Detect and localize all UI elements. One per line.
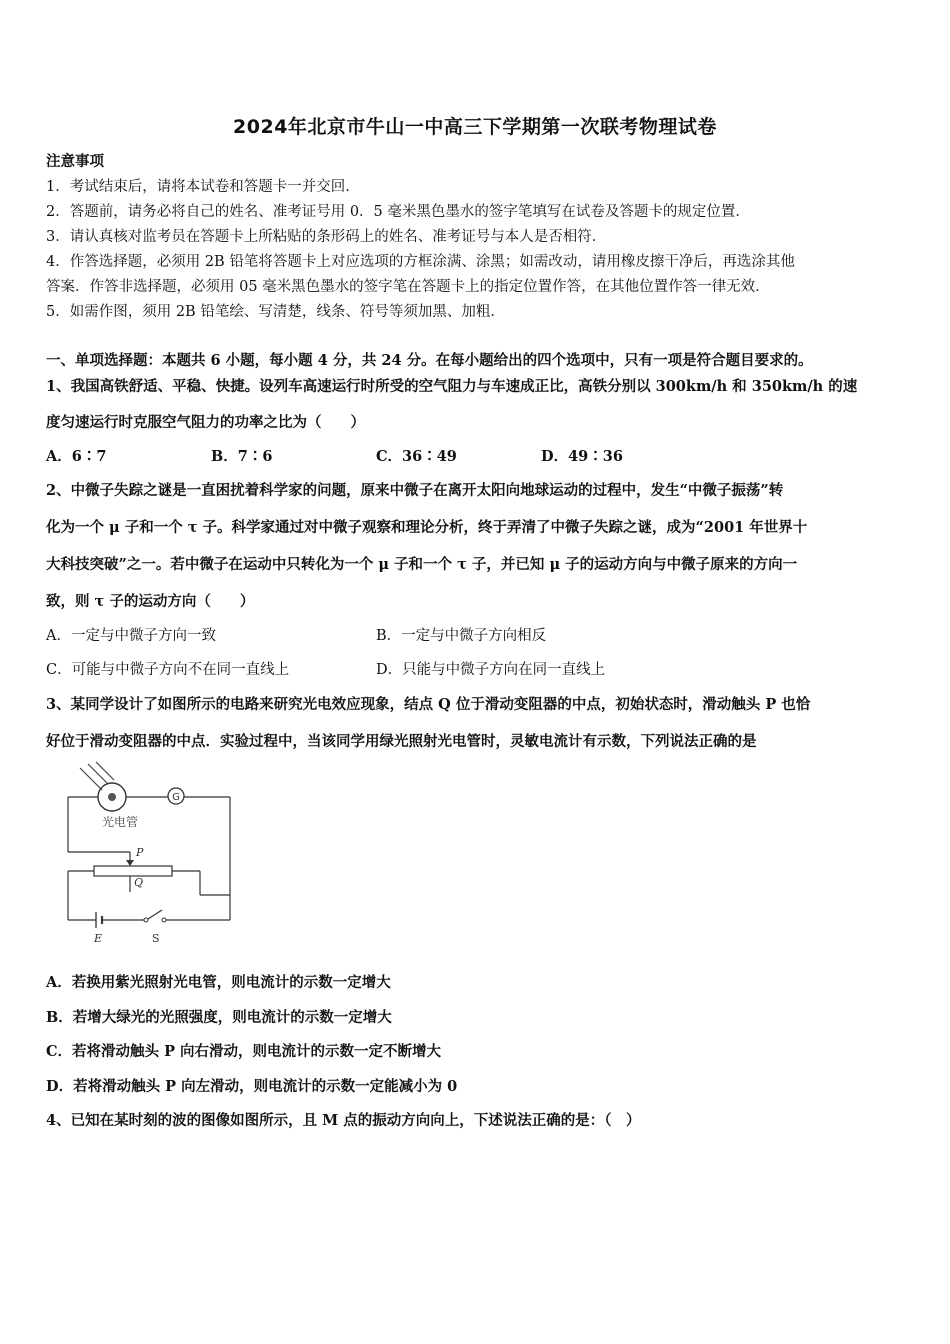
circuit-diagram bbox=[60, 760, 240, 950]
notice-item: 2．答题前，请务必将自己的姓名、准考证号用 0．5 毫米黑色墨水的签字笔填写在试卷及答题卡的规定位置． bbox=[46, 204, 750, 220]
q3-option-a: A．若换用紫光照射光电管，则电流计的示数一定增大 bbox=[46, 974, 391, 991]
q1-stem: 1、我国高铁舒适、平稳、快捷。设列车高速运行时所受的空气阻力与车速成正比，高铁分别以 300km/h 和 350km/h 的速 bbox=[46, 378, 858, 395]
notice-item: 4．作答选择题，必须用 2B 铅笔将答题卡上对应选项的方框涂满、涂黑；如需改动，请用橡皮擦干净后，再选涂其他 bbox=[46, 254, 795, 270]
page-title: 2024年北京市牛山一中高三下学期第一次联考物理试卷 bbox=[233, 116, 717, 138]
q1-option-b: B．7∶6 bbox=[211, 448, 273, 465]
q1-option-d: D．49∶36 bbox=[541, 448, 623, 465]
q4-stem: 4、已知在某时刻的波的图像如图所示，且 M 点的振动方向向上，下述说法正确的是：（ ） bbox=[46, 1112, 641, 1129]
q3-option-c: C．若将滑动触头 P 向右滑动，则电流计的示数一定不断增大 bbox=[46, 1043, 442, 1060]
tube-label: 光电管 bbox=[102, 815, 139, 829]
q2-stem: 2、中微子失踪之谜是一直困扰着科学家的问题，原来中微子在离开太阳向地球运动的过程中，发生“中微子振荡”转 bbox=[46, 482, 784, 499]
s-label: S bbox=[152, 932, 160, 945]
notice-item: 5．如需作图，须用 2B 铅笔绘、写清楚，线条、符号等须加黑、加粗． bbox=[46, 304, 505, 320]
notice-item: 1．考试结束后，请将本试卷和答题卡一并交回． bbox=[46, 179, 360, 195]
q2-option-d: D．只能与中微子方向在同一直线上 bbox=[376, 662, 606, 678]
q3-option-d: D．若将滑动触头 P 向左滑动，则电流计的示数一定能减小为 0 bbox=[46, 1078, 458, 1095]
e-label: E bbox=[94, 932, 103, 945]
q2-option-b: B．一定与中微子方向相反 bbox=[376, 628, 547, 644]
q1-stem: 度匀速运行时克服空气阻力的功率之比为（ ） bbox=[46, 414, 365, 431]
notice-heading: 注意事项 bbox=[46, 153, 104, 170]
q3-stem: 3、某同学设计了如图所示的电路来研究光电效应现象，结点 Q 位于滑动变阻器的中点，初始状态时，滑动触头 P 也恰 bbox=[46, 696, 811, 713]
q3-stem: 好位于滑动变阻器的中点．实验过程中，当该同学用绿光照射光电管时，灵敏电流计有示数，下列说法正确的是 bbox=[46, 733, 757, 750]
q-label: Q bbox=[134, 876, 144, 889]
switch bbox=[148, 910, 162, 919]
rheostat bbox=[94, 866, 172, 876]
p-label: P bbox=[136, 846, 144, 859]
q1-option-a: A．6∶7 bbox=[46, 448, 107, 465]
q2-option-c: C．可能与中微子方向不在同一直线上 bbox=[46, 662, 290, 678]
notice-item: 答案．作答非选择题，必须用 05 毫米黑色墨水的签字笔在答题卡上的指定位置作答，在其他位置作答一律无效． bbox=[46, 279, 770, 295]
q2-stem: 化为一个 μ 子和一个 τ 子。科学家通过对中微子观察和理论分析，终于弄清了中微子失踪之谜，成为“2001 年世界十 bbox=[46, 519, 808, 536]
notice-item: 3．请认真核对监考员在答题卡上所粘贴的条形码上的姓名、准考证号与本人是否相符． bbox=[46, 229, 607, 245]
q3-option-b: B．若增大绿光的光照强度，则电流计的示数一定增大 bbox=[46, 1009, 392, 1026]
section-heading: 一、单项选择题：本题共 6 小题，每小题 4 分，共 24 分。在每小题给出的四个选项中，只有一项是符合题目要求的。 bbox=[46, 352, 813, 369]
q1-option-c: C．36∶49 bbox=[376, 448, 457, 465]
q2-stem: 大科技突破”之一。若中微子在运动中只转化为一个 μ 子和一个 τ 子，并已知 μ 子的运动方向与中微子原来的方向一 bbox=[46, 556, 798, 573]
q2-option-a: A．一定与中微子方向一致 bbox=[46, 628, 216, 644]
q2-stem: 致，则 τ 子的运动方向（ ） bbox=[46, 593, 255, 610]
meter-label: G bbox=[172, 792, 180, 803]
